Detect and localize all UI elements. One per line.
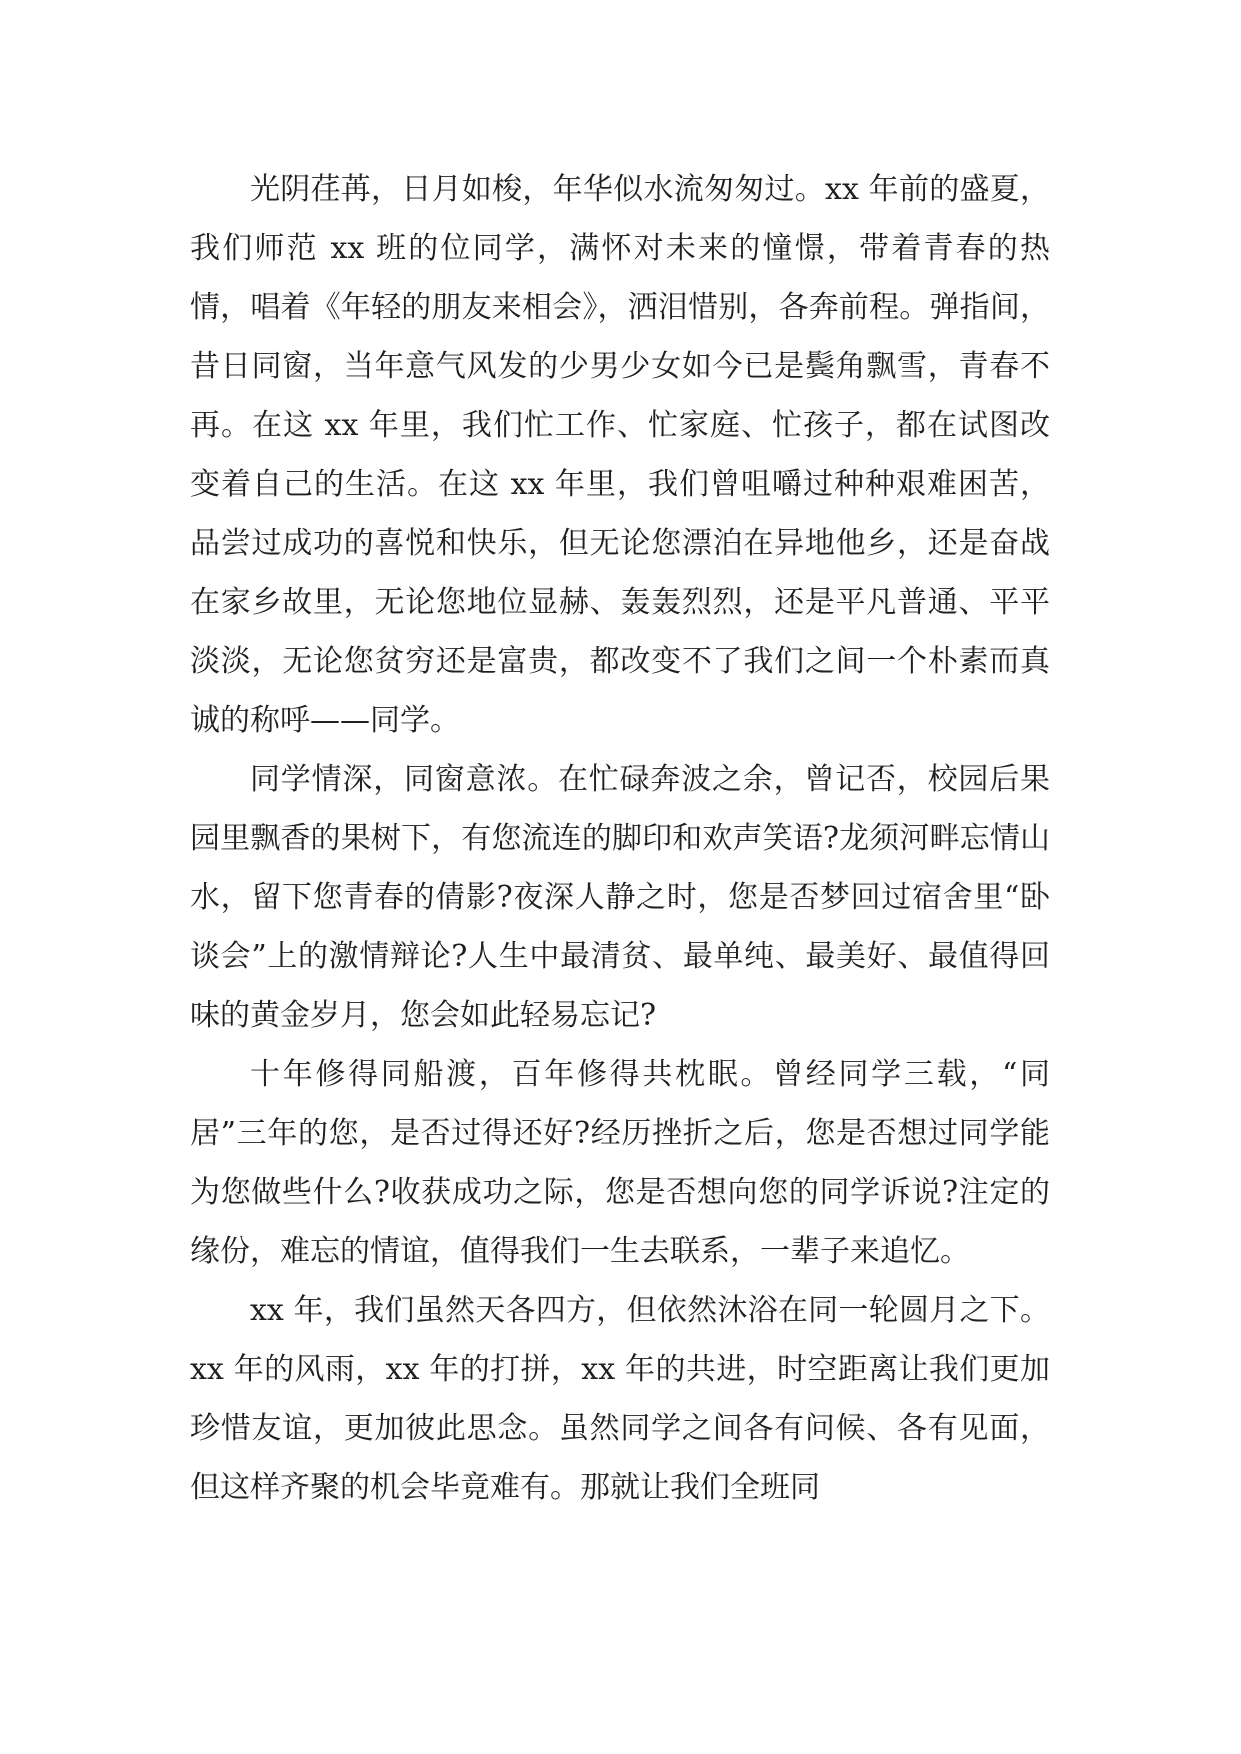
paragraph-4: xx 年，我们虽然天各四方，但依然沐浴在同一轮圆月之下。xx 年的风雨，xx 年的打拼，xx 年的共进，时空距离让我们更加珍惜友谊，更加彼此思念。虽然同学之间各有问候、各有见面，但这样齐聚的机会毕竟难有。那就让我们全班同 — [190, 1293, 1050, 1505]
paragraph-2: 同学情深，同窗意浓。在忙碌奔波之余，曾记否，校园后果园里飘香的果树下，有您流连的脚印和欢声笑语?龙须河畔忘情山水，留下您青春的倩影?夜深人静之时，您是否梦回过宿舍里“卧谈会”上的激情辩论?人生中最清贫、最单纯、最美好、最值得回味的黄金岁月，您会如此轻易忘记? — [190, 762, 1050, 1033]
paragraph-1: 光阴荏苒，日月如梭，年华似水流匆匆过。xx 年前的盛夏，我们师范 xx 班的位同学，满怀对未来的憧憬，带着青春的热情，唱着《年轻的朋友来相会》，洒泪惜别，各奔前程。弹指间，昔日同窗，当年意气风发的少男少女如今已是鬓角飘雪，青春不再。在这 xx 年里，我们忙工作、忙家庭、忙孩子，都在试图改变着自己的生活。在这 xx 年里，我们曾咀嚼过种种艰难困苦，品尝过成功的喜悦和快乐，但无论您漂泊在异地他乡，还是奋战在家乡故里，无论您地位显赫、轰轰烈烈，还是平凡普通、平平淡淡，无论您贫穷还是富贵，都改变不了我们之间一个朴素而真诚的称呼——同学。 — [190, 172, 1050, 738]
document-body — [190, 160, 1050, 1517]
paragraph-3: 十年修得同船渡，百年修得共枕眠。曾经同学三载，“同居”三年的您，是否过得还好?经历挫折之后，您是否想过同学能为您做些什么?收获成功之际，您是否想向您的同学诉说?注定的缘份，难忘的情谊，值得我们一生去联系，一辈子来追忆。 — [190, 1057, 1050, 1269]
